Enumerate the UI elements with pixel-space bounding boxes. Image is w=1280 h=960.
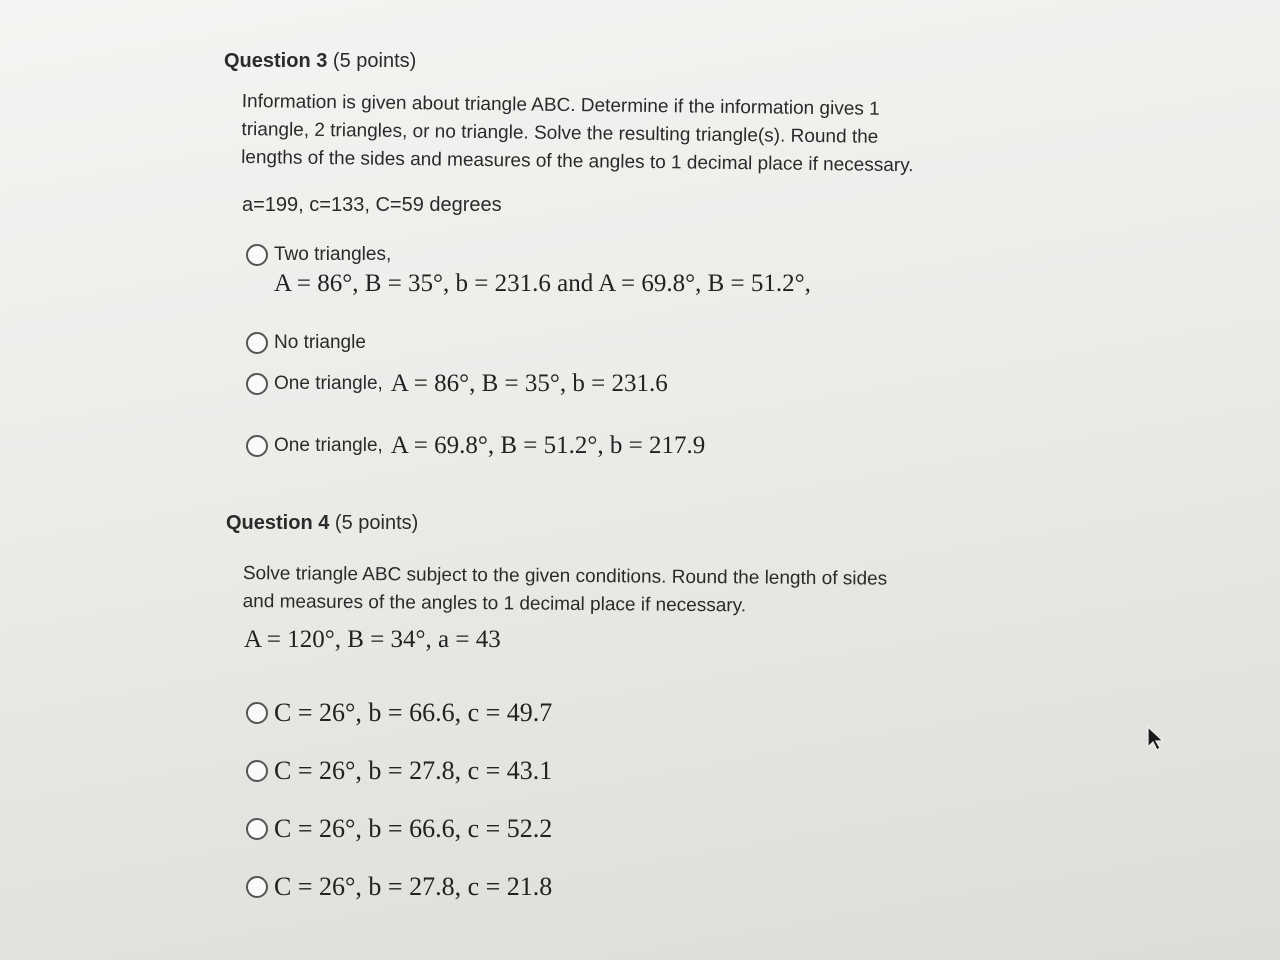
q3-option-one-triangle-a[interactable] [246,370,668,398]
radio-circle-icon[interactable] [246,435,268,457]
prompt-line: triangle, 2 triangles, or no triangle. Solve the resulting triangle(s). Round the [241,118,879,148]
prompt-line: lengths of the sides and measures of the angles to 1 decimal place if necessary. [241,146,914,177]
radio-circle-icon[interactable] [246,760,268,782]
radio-circle-icon[interactable] [246,702,268,724]
option-label: Two triangles, [274,244,392,265]
question-4-header [226,512,418,535]
option-label: One triangle, [274,435,383,456]
option-math: C = 26°, b = 66.6, c = 52.2 [274,814,553,843]
option-math: C = 26°, b = 27.8, c = 43.1 [274,756,553,785]
radio-circle-icon[interactable] [246,332,268,354]
radio-circle-icon[interactable] [246,876,268,898]
prompt-line: Information is given about triangle ABC. Determine if the information gives 1 [241,90,880,120]
prompt-line: and measures of the angles to 1 decimal place if necessary. [242,590,747,617]
prompt-line: Solve triangle ABC subject to the given conditions. Round the length of sides [242,562,888,590]
q4-option-1[interactable] [246,698,552,728]
radio-circle-icon[interactable] [246,818,268,840]
option-label: No triangle [274,332,366,353]
radio-circle-icon[interactable] [246,373,268,395]
question-4-label: Question 4 [226,512,330,534]
question-4-points: (5 points) [334,512,419,534]
q3-option-no-triangle[interactable] [246,332,366,354]
question-3-given: a=199, c=133, C=59 degrees [242,194,502,216]
question-4-given: A = 120°, B = 34°, a = 43 [244,626,501,653]
question-3-header [224,50,416,73]
question-3-prompt [241,88,914,180]
radio-circle-icon[interactable] [246,244,268,266]
q4-option-4[interactable] [246,872,552,902]
option-label: One triangle, [274,373,383,394]
option-math: A = 86°, B = 35°, b = 231.6 [390,370,668,397]
option-math: A = 69.8°, B = 51.2°, b = 217.9 [390,432,706,459]
question-3-points: (5 points) [332,50,417,72]
question-3-label: Question 3 [224,50,328,72]
mouse-pointer-icon [1146,726,1168,752]
q4-option-3[interactable] [246,814,552,844]
option-math: C = 26°, b = 27.8, c = 21.8 [274,872,553,901]
option-math: C = 26°, b = 66.6, c = 49.7 [274,698,553,727]
q4-option-2[interactable] [246,756,552,786]
q3-option-two-triangles[interactable] [246,244,391,266]
q3-option-two-triangles-math: A = 86°, B = 35°, b = 231.6 and A = 69.8°, B = 51.2°, [274,270,811,297]
q3-option-one-triangle-b[interactable] [246,432,705,460]
question-4-prompt [243,560,888,622]
